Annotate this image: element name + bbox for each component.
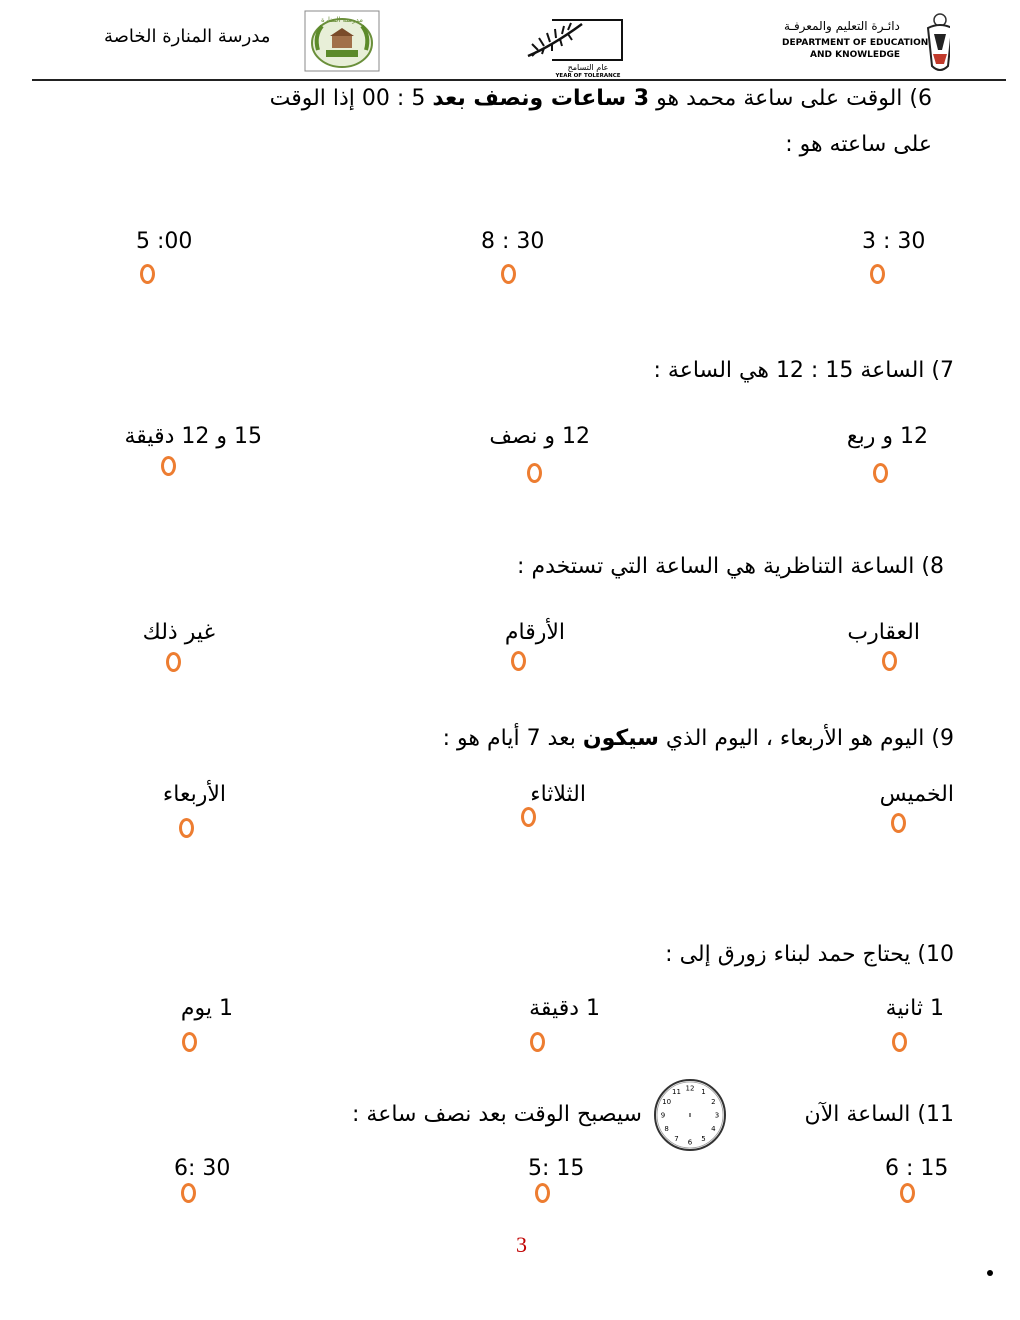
answer-radio[interactable] bbox=[882, 651, 897, 671]
svg-text:AND KNOWLEDGE: AND KNOWLEDGE bbox=[810, 50, 901, 60]
question-6-line-2: على ساعته هو : bbox=[785, 132, 932, 157]
answer-radio[interactable] bbox=[179, 818, 194, 838]
question-10: 10) يحتاج حمد لبناء زورق إلى : bbox=[665, 942, 954, 967]
svg-text:YEAR OF TOLERANCE: YEAR OF TOLERANCE bbox=[555, 73, 621, 78]
clock-numeral: 6 bbox=[687, 1138, 693, 1147]
question-number: 11) bbox=[917, 1102, 954, 1127]
question-number: 10) bbox=[917, 942, 954, 967]
clock-numeral: 7 bbox=[674, 1134, 679, 1143]
clock-icon bbox=[652, 1077, 728, 1153]
bullet-dot bbox=[987, 1270, 993, 1276]
clock-numeral: 9 bbox=[660, 1111, 666, 1120]
school-name: مدرسة المنارة الخاصة bbox=[104, 26, 271, 47]
answer-radio[interactable] bbox=[511, 651, 526, 671]
answer-radio[interactable] bbox=[182, 1032, 197, 1052]
clock-numeral: 12 bbox=[685, 1084, 695, 1093]
svg-text:عام التسامح: عام التسامح bbox=[567, 63, 609, 72]
question-11-end: سيصبح الوقت بعد نصف ساعة : bbox=[352, 1102, 642, 1127]
option-label: الخميس bbox=[879, 782, 954, 807]
department-logo bbox=[780, 12, 950, 74]
answer-radio[interactable] bbox=[900, 1183, 915, 1203]
answer-radio[interactable] bbox=[166, 652, 181, 672]
answer-radio[interactable] bbox=[870, 264, 885, 284]
option-label: الثلاثاء bbox=[530, 782, 586, 807]
option-label: 5 :00 bbox=[136, 229, 193, 254]
question-number: 6) bbox=[909, 86, 932, 111]
clock-numeral: 4 bbox=[711, 1125, 716, 1133]
option-label: 3 : 30 bbox=[862, 229, 926, 254]
school-logo bbox=[304, 10, 380, 72]
answer-radio[interactable] bbox=[530, 1032, 545, 1052]
option-label: 1 دقيقة bbox=[529, 996, 600, 1021]
option-label: 12 و ربع bbox=[846, 424, 928, 449]
question-number: 7) bbox=[931, 358, 954, 383]
clock-numeral: 1 bbox=[701, 1088, 706, 1097]
option-label: غير ذلك bbox=[142, 620, 215, 645]
question-number: 9) bbox=[931, 726, 954, 751]
question-9: 9) اليوم هو الأربعاء ، اليوم الذي سيكون بعد 7 أيام هو : bbox=[442, 726, 954, 751]
option-label: الأرقام bbox=[504, 620, 565, 645]
answer-radio[interactable] bbox=[891, 813, 906, 833]
year-of-tolerance-logo bbox=[522, 16, 628, 78]
option-label: 6: 30 bbox=[174, 1156, 231, 1181]
option-label: 8 : 30 bbox=[481, 229, 545, 254]
option-label: 1 يوم bbox=[180, 996, 233, 1021]
question-11-start: 11) الساعة الآن bbox=[804, 1102, 954, 1127]
answer-radio[interactable] bbox=[161, 456, 176, 476]
answer-radio[interactable] bbox=[501, 264, 516, 284]
question-8: 8) الساعة التناظرية هي الساعة التي تستخدم : bbox=[517, 554, 944, 579]
clock-numeral: 8 bbox=[664, 1125, 669, 1133]
answer-radio[interactable] bbox=[521, 807, 536, 827]
option-label: 6 : 15 bbox=[885, 1156, 949, 1181]
header-divider bbox=[32, 79, 1006, 81]
svg-text:DEPARTMENT OF EDUCATION: DEPARTMENT OF EDUCATION bbox=[782, 38, 929, 48]
clock-numeral: 3 bbox=[714, 1111, 720, 1120]
answer-radio[interactable] bbox=[181, 1183, 196, 1203]
question-6: 6) الوقت على ساعة محمد هو 3 ساعات ونصف بعد 5 : 00 إذا الوقت bbox=[269, 86, 932, 111]
option-label: 12 و نصف bbox=[489, 424, 590, 449]
option-label: الأربعاء bbox=[162, 782, 226, 807]
svg-text:مدرسة المنارة: مدرسة المنارة bbox=[320, 16, 364, 24]
option-label: 15 و 12 دقيقة bbox=[124, 424, 262, 449]
answer-radio[interactable] bbox=[527, 463, 542, 483]
clock-numeral: 10 bbox=[662, 1098, 672, 1106]
answer-radio[interactable] bbox=[873, 463, 888, 483]
option-label: العقارب bbox=[847, 620, 920, 645]
clock-numeral: 5 bbox=[701, 1134, 706, 1143]
clock-numeral: 11 bbox=[672, 1088, 681, 1097]
clock-numeral: 2 bbox=[711, 1098, 716, 1106]
svg-text:دائـرة التعليم والمعرفـة: دائـرة التعليم والمعرفـة bbox=[784, 19, 900, 33]
question-number: 8) bbox=[921, 554, 944, 579]
option-label: 5: 15 bbox=[528, 1156, 585, 1181]
option-label: 1 ثانية bbox=[885, 996, 944, 1021]
falcon-emblem-icon bbox=[928, 14, 950, 70]
answer-radio[interactable] bbox=[535, 1183, 550, 1203]
answer-radio[interactable] bbox=[892, 1032, 907, 1052]
question-7: 7) الساعة 15 : 12 هي الساعة : bbox=[653, 358, 954, 383]
page-number: 3 bbox=[516, 1232, 527, 1257]
answer-radio[interactable] bbox=[140, 264, 155, 284]
